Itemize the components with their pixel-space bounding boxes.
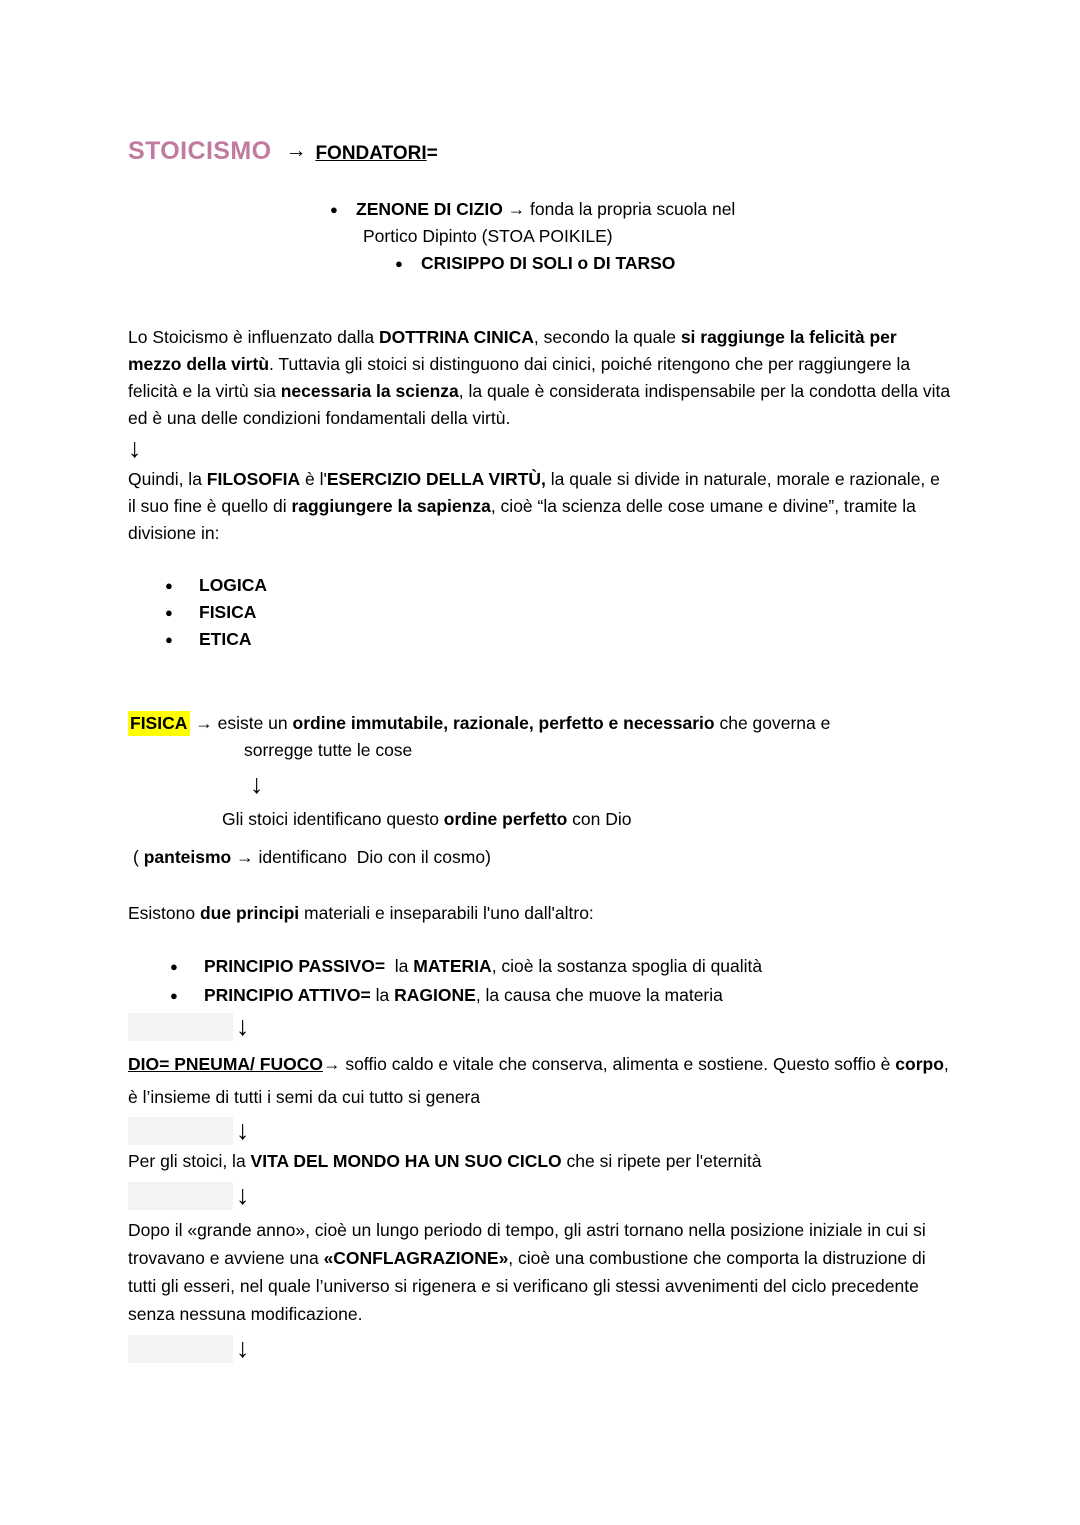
down-arrow-icon: ↓ [236, 1115, 250, 1145]
text-segment: , è l’insieme di tutti i semi da cui tutto si genera [128, 1054, 954, 1107]
fisica-definition-continuation: sorregge tutte le cose [244, 740, 413, 760]
text-segment: Quindi, la [128, 469, 207, 489]
down-arrow-icon: ↓ [250, 769, 264, 799]
text-segment: panteismo [143, 847, 232, 867]
division-list [128, 572, 952, 653]
down-arrow-icon: ↓ [236, 1011, 250, 1041]
section-heading-fondatori: FONDATORI [315, 143, 427, 164]
text-segment: ( [133, 847, 144, 867]
text-segment: DOTTRINA CINICA [378, 327, 534, 347]
text-segment: VITA DEL MONDO HA UN SUO CICLO [250, 1151, 562, 1171]
right-arrow-icon: → [285, 139, 307, 162]
bullet-icon: ● [330, 202, 338, 217]
text-segment: corpo [895, 1054, 944, 1074]
paragraph-ordine-dio [128, 806, 952, 833]
principle-list [128, 952, 952, 1010]
down-arrow-icon: ↓ [236, 1333, 250, 1363]
down-arrow-icon: ↓ [236, 1180, 250, 1210]
founder-item-zenone-continuation: Portico Dipinto (STOA POIKILE) [363, 226, 613, 246]
text-segment: RAGIONE [394, 985, 476, 1005]
principle-item-attivo [170, 981, 952, 1010]
connector-row [128, 432, 952, 464]
text-segment: PRINCIPIO ATTIVO= [204, 985, 371, 1005]
division-label: LOGICA [199, 575, 268, 595]
founder-item-crisippo [330, 250, 952, 277]
division-label: ETICA [199, 629, 252, 649]
bullet-icon: ● [165, 632, 173, 647]
text-segment: la [385, 956, 414, 976]
paragraph-due-principi [128, 900, 952, 927]
connector-row [128, 1179, 952, 1212]
section-heading-suffix: = [426, 143, 438, 164]
text-segment: → soffio caldo e vitale che conserva, alimenta e sostiene. Questo soffio è [322, 1054, 896, 1074]
division-label: FISICA [199, 602, 257, 622]
founder-description: → fonda la propria scuola nel [502, 199, 736, 219]
bullet-icon: ● [165, 578, 173, 593]
division-item-logica [165, 572, 952, 599]
text-segment: ESERCIZIO DELLA VIRTÙ, [326, 469, 546, 489]
grey-highlight-box [128, 1182, 233, 1210]
text-segment: è l' [300, 469, 327, 489]
text-segment: «CONFLAGRAZIONE» [323, 1248, 509, 1268]
text-segment: , la quale è considerata indispensabile per la condotta della vita ed è una delle condizioni fondamentali della virtù. [128, 381, 955, 428]
text-segment: Esistono [128, 903, 200, 923]
text-segment: la [370, 985, 395, 1005]
note-panteismo [128, 844, 952, 871]
paragraph-world-cycle [128, 1148, 952, 1175]
page-title: STOICISMO [128, 137, 272, 165]
text-segment: , secondo la quale [533, 327, 681, 347]
text-segment: Gli stoici identificano questo [222, 809, 444, 829]
grey-highlight-box [128, 1013, 233, 1041]
text-segment: . Tuttavia gli stoici si distinguono dai cinici, poiché ritengono che per raggiungere la felicità e la virtù sia [128, 354, 915, 401]
text-segment: Dopo il «grande anno», cioè un lungo periodo di tempo, gli astri tornano nella posizione iniziale in cui si trovavano e avviene una [128, 1220, 931, 1268]
text-segment: → identificano Dio con il cosmo) [231, 847, 491, 867]
paragraph-philosophy-virtue [128, 466, 952, 547]
text-segment: che si ripete per l'eternità [561, 1151, 762, 1171]
paragraph-dio-pneuma [128, 1048, 952, 1114]
text-segment: Lo Stoicismo è influenzato dalla [128, 327, 379, 347]
text-segment: , cioè una combustione che comporta la distruzione di tutti gli esseri, nel quale l’universo si rigenera e si verificano gli stessi avvenimenti del ciclo precedente senza nessuna modificazione. [128, 1248, 931, 1324]
text-segment: , la causa che muove la materia [475, 985, 723, 1005]
paragraph-conflagrazione [128, 1216, 952, 1328]
founder-item-zenone [330, 196, 952, 223]
bullet-icon: ● [395, 256, 403, 271]
bullet-icon: ● [170, 959, 178, 974]
dio-pneuma-heading: DIO= PNEUMA/ FUOCO [128, 1054, 323, 1074]
text-segment: , cioè “la scienza delle cose umane e divine”, tramite la divisione in: [128, 496, 921, 543]
connector-row [128, 766, 952, 803]
connector-row [128, 1332, 952, 1365]
paragraph-cynic-influence [128, 324, 955, 432]
grey-highlight-box [128, 1117, 233, 1145]
bullet-icon: ● [170, 988, 178, 1003]
text-segment: raggiungere la sapienza [291, 496, 491, 516]
text-segment: Per gli stoici, la [128, 1151, 251, 1171]
text-segment: si raggiunge la felicità per mezzo della virtù [128, 327, 902, 374]
bullet-icon: ● [165, 605, 173, 620]
text-segment: materiali e inseparabili l'uno dall'altro: [299, 903, 594, 923]
fisica-highlighted-label: FISICA [128, 711, 190, 736]
connector-row [128, 1010, 952, 1043]
fisica-definition-line [128, 710, 952, 737]
connector-row [128, 1114, 952, 1147]
text-segment: MATERIA [413, 956, 492, 976]
grey-highlight-box [128, 1335, 233, 1363]
text-segment: ordine perfetto [443, 809, 568, 829]
fisica-section [128, 710, 952, 871]
text-segment: che governa e [714, 713, 831, 733]
down-arrow-icon: ↓ [128, 433, 142, 463]
principle-item-passivo [170, 952, 952, 981]
text-segment: PRINCIPIO PASSIVO= [204, 956, 386, 976]
division-item-fisica [165, 599, 952, 626]
founder-name: CRISIPPO DI SOLI o DI TARSO [421, 253, 676, 273]
text-segment: ordine immutabile, razionale, perfetto e necessario [292, 713, 715, 733]
founder-name: ZENONE DI CIZIO [356, 199, 503, 219]
founders-list [128, 196, 952, 277]
text-segment: la quale si divide in naturale, morale e razionale, e il suo fine è quello di [128, 469, 945, 516]
text-segment: con Dio [567, 809, 632, 829]
text-segment: → esiste un [190, 713, 293, 733]
text-segment: due principi [199, 903, 300, 923]
text-segment: , cioè la sostanza spoglia di qualità [491, 956, 763, 976]
division-item-etica [165, 626, 952, 653]
document-title-line [128, 135, 952, 169]
text-segment: FILOSOFIA [206, 469, 301, 489]
text-segment: necessaria la scienza [280, 381, 459, 401]
